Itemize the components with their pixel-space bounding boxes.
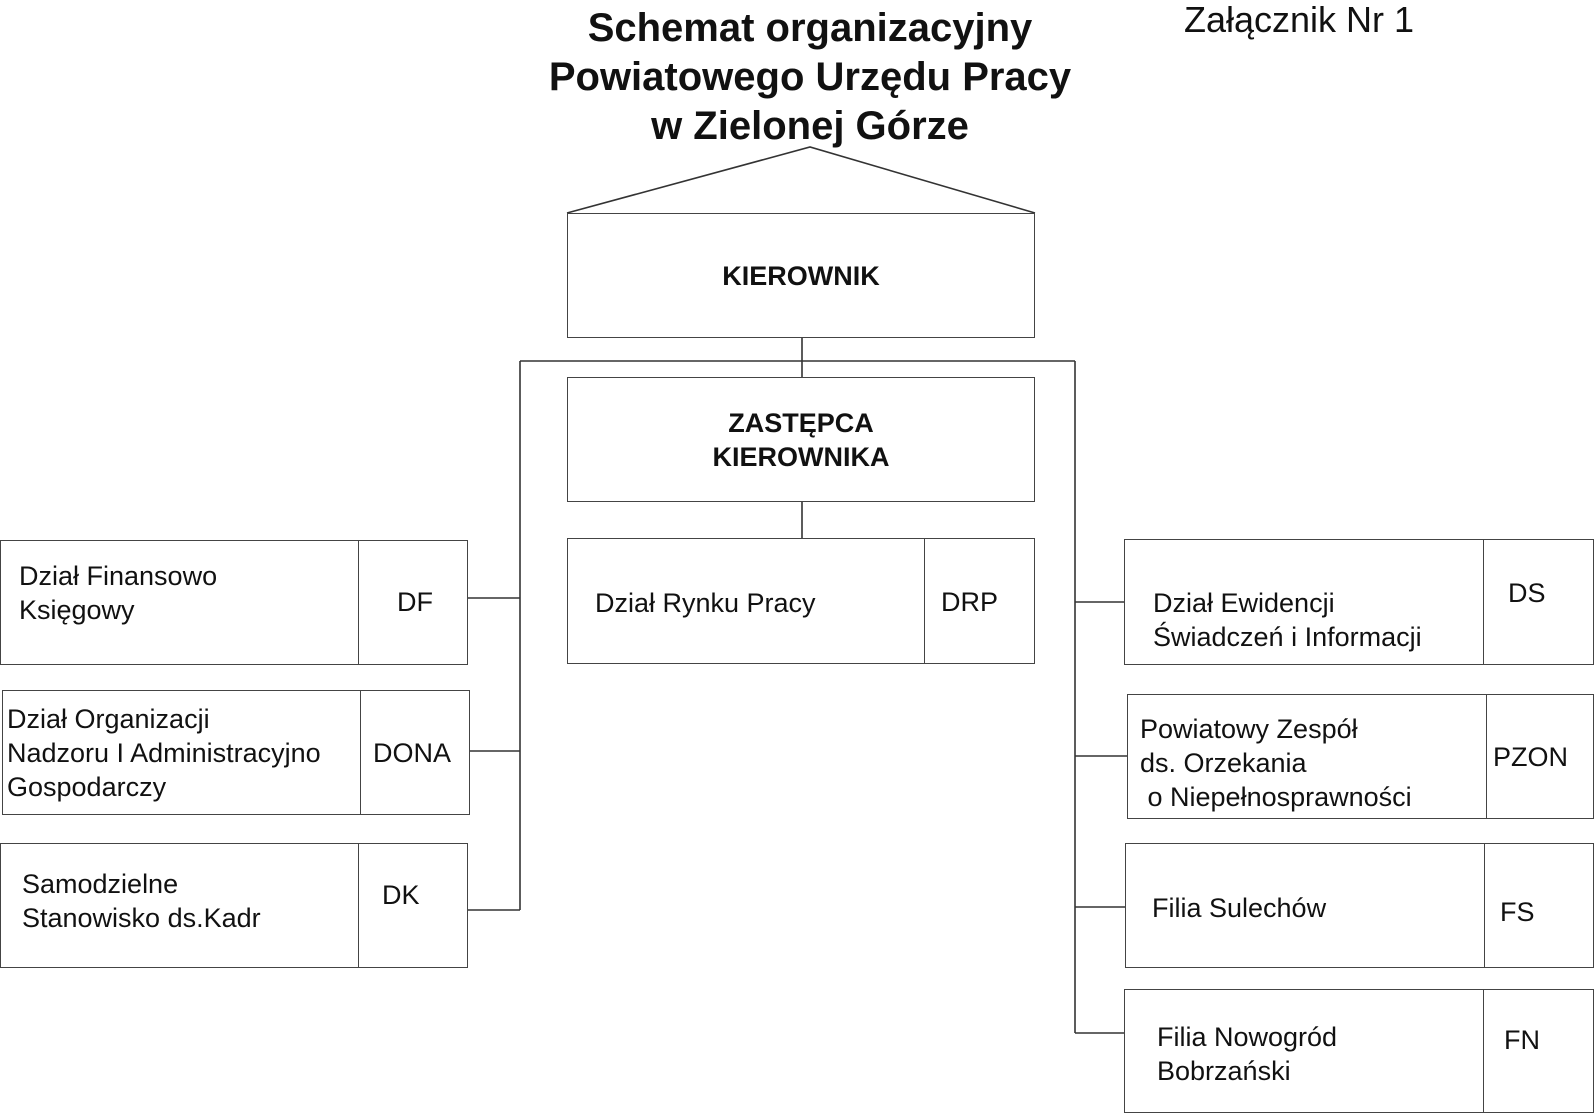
unit-name <box>1128 695 1487 818</box>
unit-code <box>925 539 1034 663</box>
unit-name-line: Księgowy <box>19 595 135 625</box>
title-line: Powiatowego Urzędu Pracy <box>548 55 1072 99</box>
unit-code-label: FN <box>1504 1025 1540 1055</box>
unit-name-line: Samodzielne <box>22 869 179 899</box>
unit-code <box>1487 695 1593 818</box>
annex-label: Załącznik Nr 1 <box>1184 0 1415 40</box>
unit-name-line: Dział Organizacji <box>7 704 210 734</box>
roof-connector <box>567 147 1035 213</box>
unit-code <box>359 844 467 967</box>
unit-box-df <box>0 540 468 665</box>
unit-box-fn <box>1124 989 1594 1113</box>
unit-name-line: Dział Ewidencji <box>1153 588 1335 618</box>
unit-name-line: Świadczeń i Informacji <box>1153 622 1422 652</box>
unit-box-dk <box>0 843 468 968</box>
unit-box-dona <box>2 690 470 815</box>
unit-name-line: ds. Orzekania <box>1140 748 1307 778</box>
unit-name <box>1126 844 1485 967</box>
unit-code <box>1484 540 1593 664</box>
unit-box-drp <box>567 538 1035 664</box>
unit-name-line: o Niepełnosprawności <box>1140 782 1412 812</box>
unit-code-label: FS <box>1500 897 1535 927</box>
unit-name-line: Powiatowy Zespół <box>1140 714 1358 744</box>
unit-name <box>1 541 359 664</box>
unit-name-line: Stanowisko ds.Kadr <box>22 903 261 933</box>
title-line: Schemat organizacyjny <box>587 6 1033 50</box>
unit-name <box>1125 990 1484 1112</box>
unit-name-line: Dział Finansowo <box>19 561 218 591</box>
unit-name <box>3 691 361 814</box>
unit-code <box>1484 990 1593 1112</box>
unit-name-line: Gospodarczy <box>7 772 167 802</box>
unit-code-label: DRP <box>941 587 999 617</box>
unit-name-line: Filia Sulechów <box>1152 893 1327 923</box>
unit-box-pzon <box>1127 694 1594 819</box>
unit-code-label: DK <box>382 880 420 910</box>
unit-code-label: DS <box>1508 578 1546 608</box>
unit-name-line: Bobrzański <box>1157 1056 1291 1086</box>
director-label: KIEROWNIK <box>722 260 880 291</box>
unit-box-ds <box>1124 539 1594 665</box>
unit-name-line: Dział Rynku Pracy <box>595 588 816 618</box>
title-line: w Zielonej Górze <box>651 104 969 148</box>
unit-code-label: PZON <box>1493 742 1569 772</box>
unit-name <box>1 844 359 967</box>
unit-name <box>1125 540 1484 664</box>
unit-code <box>359 541 467 664</box>
unit-code <box>361 691 469 814</box>
unit-box-fs <box>1125 843 1594 968</box>
director-box <box>567 213 1035 338</box>
chart-title <box>480 4 1140 151</box>
unit-code <box>1485 844 1593 967</box>
deputy-label-line: ZASTĘPCA <box>728 407 874 438</box>
deputy-label-line: KIEROWNIKA <box>712 441 890 472</box>
unit-code-label: DONA <box>373 738 452 768</box>
unit-code-label: DF <box>397 587 433 617</box>
unit-name-line: Nadzoru I Administracyjno <box>7 738 321 768</box>
deputy-box <box>567 377 1035 502</box>
unit-name <box>568 539 925 663</box>
unit-name-line: Filia Nowogród <box>1157 1022 1338 1052</box>
